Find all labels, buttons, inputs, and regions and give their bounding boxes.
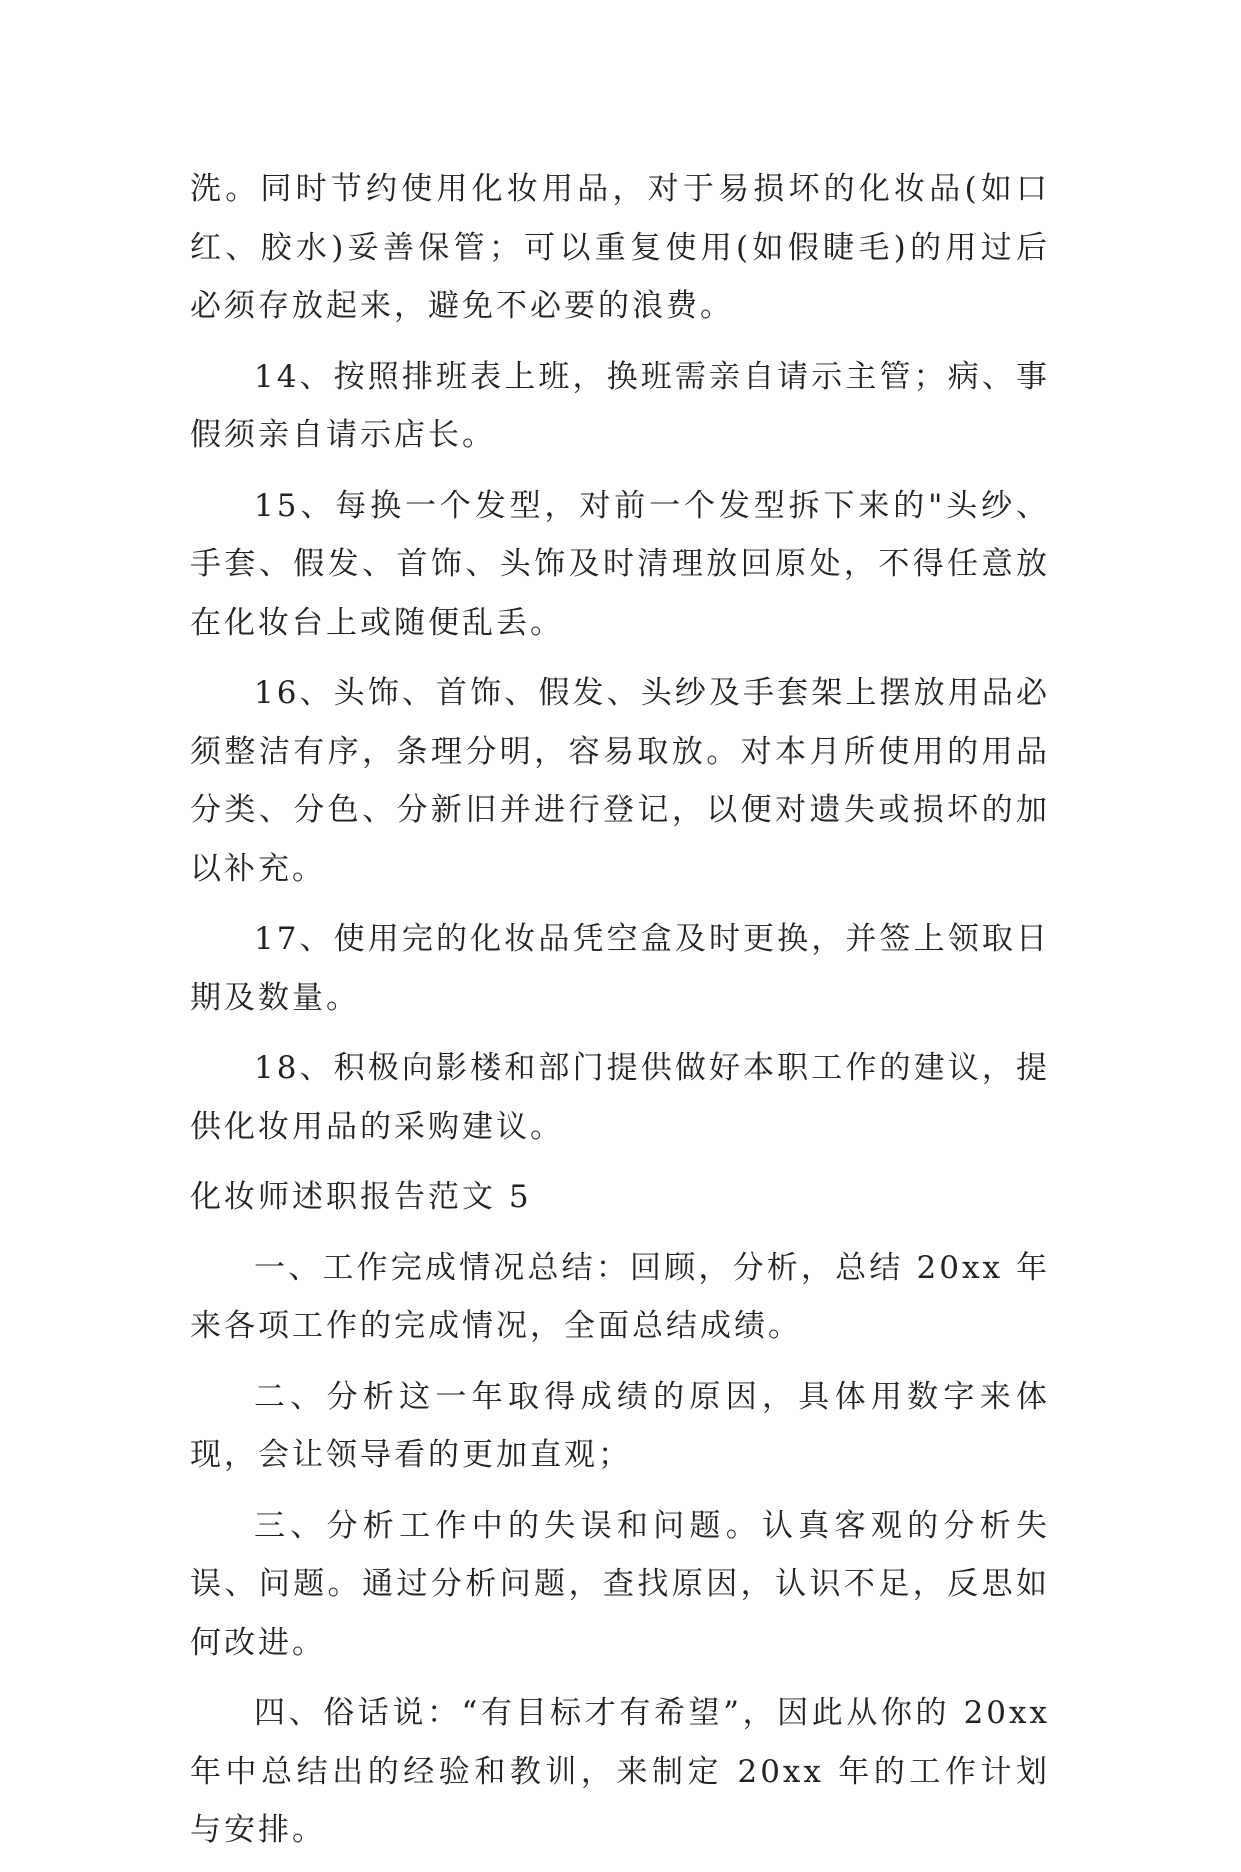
paragraph-item-14: 14、按照排班表上班，换班需亲自请示主管；病、事假须亲自请示店长。: [190, 358, 1050, 453]
paragraph-item-16: 16、头饰、首饰、假发、头纱及手套架上摆放用品必须整洁有序，条理分明，容易取放。对本月所使用的用品分类、分色、分新旧并进行登记，以便对遗失或损坏的加以补充。: [190, 675, 1050, 887]
paragraph-item-18: 18、积极向影楼和部门提供做好本职工作的建议，提供化妆用品的采购建议。: [190, 1050, 1050, 1145]
document-body: [190, 160, 1050, 1872]
section-heading: 化妆师述职报告范文 5: [190, 1179, 532, 1215]
section-paragraph-3: 三、分析工作中的失误和问题。认真客观的分析失误、问题。通过分析问题，查找原因，认识不足，反思如何改进。: [190, 1507, 1050, 1661]
section-paragraph-4: 四、俗话说：“有目标才有希望”，因此从你的 20xx 年中总结出的经验和教训，来制定 20xx 年的工作计划与安排。: [190, 1695, 1050, 1848]
paragraph-continued: 洗。同时节约使用化妆用品，对于易损坏的化妆品(如口红、胶水)妥善保管；可以重复使用(如假睫毛)的用过后必须存放起来，避免不必要的浪费。: [190, 171, 1050, 324]
paragraph-item-15: 15、每换一个发型，对前一个发型拆下来的"头纱、手套、假发、首饰、头饰及时清理放回原处，不得任意放在化妆台上或随便乱丢。: [190, 487, 1050, 641]
section-paragraph-1: 一、工作完成情况总结：回顾，分析，总结 20xx 年来各项工作的完成情况，全面总结成绩。: [190, 1249, 1050, 1344]
paragraph-item-17: 17、使用完的化妆品凭空盒及时更换，并签上领取日期及数量。: [190, 921, 1050, 1016]
section-paragraph-2: 二、分析这一年取得成绩的原因，具体用数字来体现，会让领导看的更加直观；: [190, 1378, 1050, 1473]
